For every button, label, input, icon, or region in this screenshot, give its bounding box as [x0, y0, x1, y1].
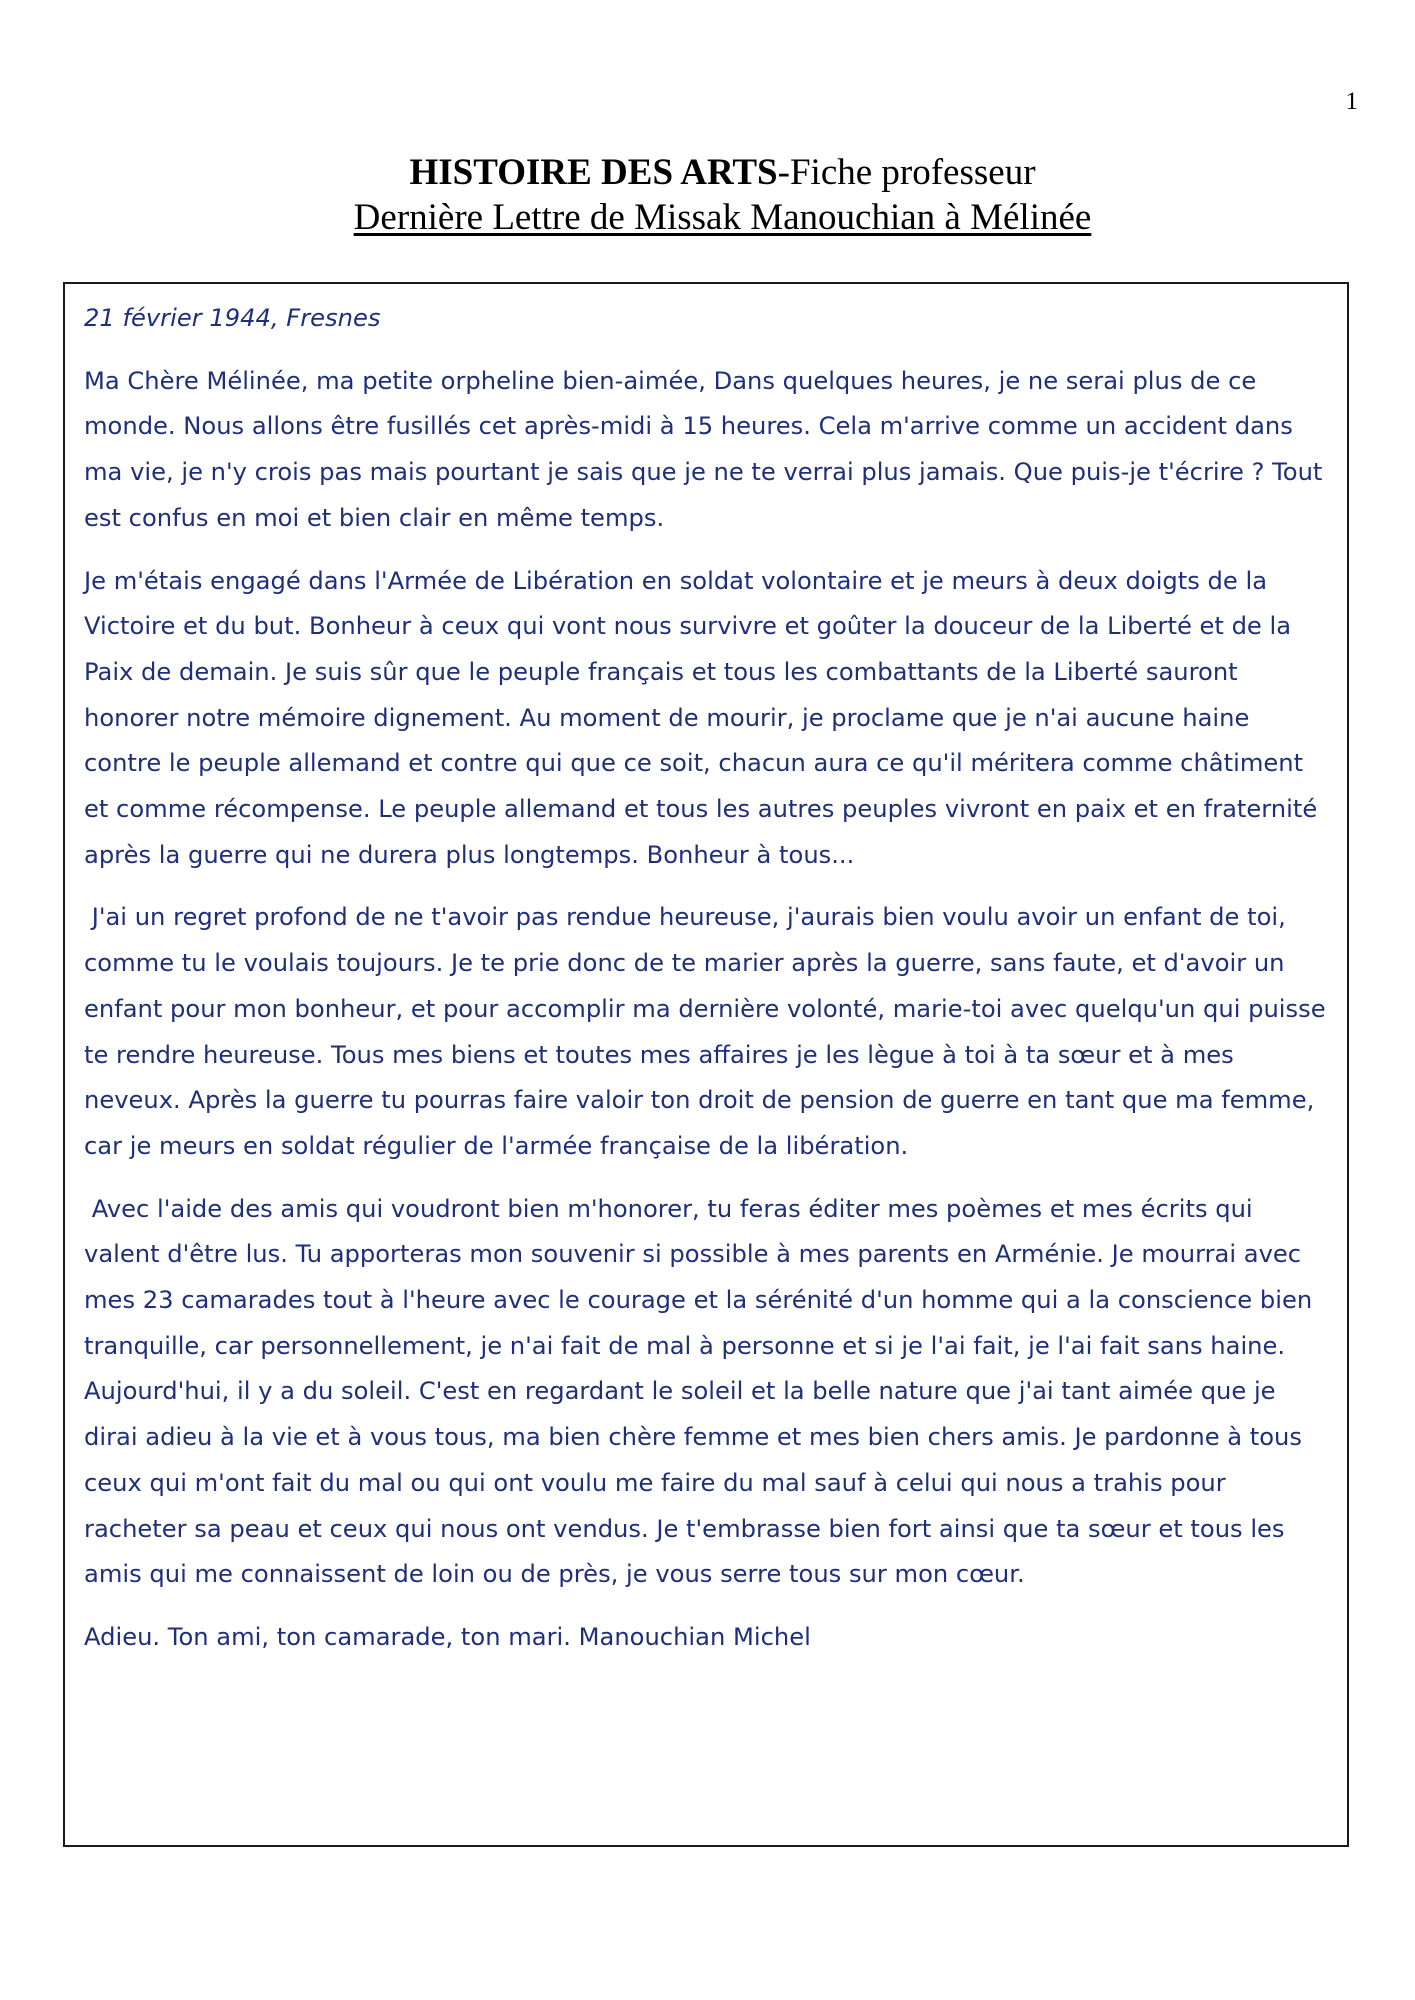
letter-paragraph-2: Je m'étais engagé dans l'Armée de Libération en soldat volontaire et je meurs à deux doigts de la Victoire et du but. Bonheur à ceux qui vont nous survivre et goûter la douceur de la Liberté et de la Paix de demain. Je suis sûr que le peuple français et tous les combattants de la Liberté sauront honorer notre mémoire dignement. Au moment de mourir, je proclame que je n'ai aucune haine contre le peuple allemand et contre qui que ce soit, chacun aura ce qu'il méritera comme châtiment et comme récompense. Le peuple allemand et tous les autres peuples vivront en paix et en fraternité après la guerre qui ne durera plus longtemps. Bonheur à tous... — [84, 566, 1318, 869]
title-rest: -Fiche professeur — [777, 152, 1036, 193]
title-bold: HISTOIRE DES ARTS — [409, 152, 778, 193]
letter-signature: Adieu. Ton ami, ton camarade, ton mari. Manouchian Michel — [84, 1622, 811, 1651]
page-number: 1 — [1345, 88, 1358, 115]
document-title — [0, 150, 1415, 195]
document-subtitle: Dernière Lettre de Missak Manouchian à Mélinée — [353, 197, 1092, 238]
letter-paragraph-1: Ma Chère Mélinée, ma petite orpheline bien-aimée, Dans quelques heures, je ne serai plus de ce monde. Nous allons être fusillés cet après-midi à 15 heures. Cela m'arrive comme un accident dans ma vie, je n'y crois pas mais pourtant je sais que je ne te verrai plus jamais. Que puis-je t'écrire ? Tout est confus en moi et bien clair en même temps. — [84, 366, 1323, 532]
letter-paragraph-4: Avec l'aide des amis qui voudront bien m'honorer, tu feras éditer mes poèmes et mes écrits qui valent d'être lus. Tu apporteras mon souvenir si possible à mes parents en Arménie. Je mourrai avec mes 23 camarades tout à l'heure avec le courage et la sérénité d'un homme qui a la conscience bien tranquille, car personnellement, je n'ai fait de mal à personne et si je l'ai fait, je l'ai fait sans haine. Aujourd'hui, il y a du soleil. C'est en regardant le soleil et la belle nature que j'ai tant aimée que je dirai adieu à la vie et à vous tous, ma bien chère femme et mes bien chers amis. Je pardonne à tous ceux qui m'ont fait du mal ou qui ont voulu me faire du mal sauf à celui qui nous a trahis pour racheter sa peau et ceux qui nous ont vendus. Je t'embrasse bien fort ainsi que ta sœur et tous les amis qui me connaissent de loin ou de près, je vous serre tous sur mon cœur. — [84, 1194, 1320, 1589]
letter-paragraph-3: J'ai un regret profond de ne t'avoir pas rendue heureuse, j'aurais bien voulu avoir un enfant de toi, comme tu le voulais toujours. Je te prie donc de te marier après la guerre, sans faute, et d'avoir un enfant pour mon bonheur, et pour accomplir ma dernière volonté, marie-toi avec quelqu'un qui puisse te rendre heureuse. Tous mes biens et toutes mes affaires je les lègue à toi à ta sœur et à mes neveux. Après la guerre tu pourras faire valoir ton droit de pension de guerre en tant que ma femme, car je meurs en soldat régulier de l'armée française de la libération. — [84, 903, 1334, 1160]
letter-box — [63, 282, 1349, 1847]
document-header — [0, 150, 1415, 240]
letter-date-place: 21 février 1944, Fresnes — [84, 304, 381, 332]
